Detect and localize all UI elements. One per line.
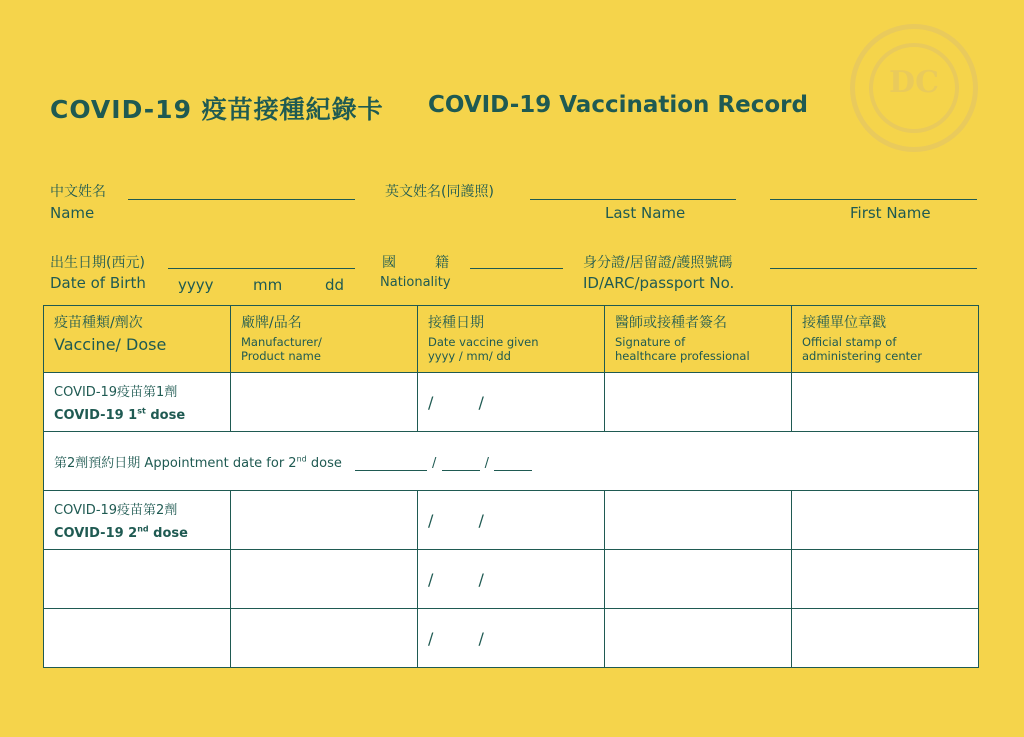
chinese-name-field[interactable]	[128, 199, 355, 200]
last-name-label: Last Name	[605, 204, 686, 222]
appointment-slash-2: /	[484, 455, 489, 471]
first-name-label: First Name	[850, 204, 931, 222]
dose-2-label-cell	[44, 491, 231, 550]
nationality-label-en: Nationality	[380, 275, 451, 290]
dob-field[interactable]	[168, 268, 355, 269]
title-english: COVID-19 Vaccination Record	[428, 92, 808, 118]
table-row-extra-2	[44, 609, 979, 668]
last-name-field[interactable]	[530, 199, 736, 200]
dose-1-zh: COVID-19疫苗第1劑	[54, 385, 178, 401]
dose-1-en: COVID-19 1st dose	[54, 406, 186, 423]
extra-2-signature-cell[interactable]	[605, 609, 792, 668]
dose-2-date-cell[interactable]: / /	[418, 491, 605, 550]
header-stamp	[792, 306, 979, 373]
header-en-2: administering center	[802, 349, 922, 363]
header-zh: 接種單位章戳	[802, 315, 886, 331]
table-header-row	[44, 306, 979, 373]
dob-yyyy: yyyy	[178, 276, 214, 294]
dose-1-date-cell[interactable]: / /	[418, 373, 605, 432]
title-chinese: COVID-19 疫苗接種紀錄卡	[50, 95, 384, 124]
dob-label-zh: 出生日期(西元)	[50, 255, 145, 271]
header-en-2: yyyy / mm/ dd	[428, 349, 511, 363]
header-en-2: healthcare professional	[615, 349, 750, 363]
dob-mm: mm	[253, 276, 283, 294]
table-row-dose-1	[44, 373, 979, 432]
dose-1-stamp-cell[interactable]	[792, 373, 979, 432]
vaccination-table	[43, 305, 979, 668]
nationality-label-zh-1: 國	[382, 255, 396, 271]
extra-1-stamp-cell[interactable]	[792, 550, 979, 609]
dose-2-signature-cell[interactable]	[605, 491, 792, 550]
appointment-cell	[44, 432, 979, 491]
nationality-field[interactable]	[470, 268, 563, 269]
dose-1-label-cell	[44, 373, 231, 432]
table-row-dose-2	[44, 491, 979, 550]
name-label-en: Name	[50, 204, 95, 222]
name-label-zh: 中文姓名	[50, 184, 106, 200]
header-zh: 接種日期	[428, 315, 484, 331]
dose-1-manufacturer-cell[interactable]	[231, 373, 418, 432]
appointment-slash-1: /	[432, 455, 437, 471]
extra-1-signature-cell[interactable]	[605, 550, 792, 609]
dose-2-zh: COVID-19疫苗第2劑	[54, 503, 178, 519]
appointment-label: 第2劑預約日期 Appointment date for 2nd dose	[54, 454, 342, 471]
extra-2-stamp-cell[interactable]	[792, 609, 979, 668]
id-label-zh: 身分證/居留證/護照號碼	[583, 255, 733, 271]
header-vaccine-dose	[44, 306, 231, 373]
table-row-appointment	[44, 432, 979, 491]
header-en-1: Date vaccine given	[428, 335, 539, 349]
extra-1-date-cell[interactable]: / /	[418, 550, 605, 609]
extra-1-vaccine-cell[interactable]	[44, 550, 231, 609]
dob-label-en: Date of Birth	[50, 274, 146, 292]
header-en: Vaccine/ Dose	[54, 335, 167, 354]
extra-2-date-cell[interactable]: / /	[418, 609, 605, 668]
header-zh: 醫師或接種者簽名	[615, 315, 727, 331]
header-date-given	[418, 306, 605, 373]
extra-2-manufacturer-cell[interactable]	[231, 609, 418, 668]
header-en-2: Product name	[241, 349, 321, 363]
extra-2-vaccine-cell[interactable]	[44, 609, 231, 668]
header-zh: 廠牌/品名	[241, 315, 302, 331]
header-manufacturer	[231, 306, 418, 373]
id-label-en: ID/ARC/passport No.	[583, 274, 735, 292]
extra-1-manufacturer-cell[interactable]	[231, 550, 418, 609]
header-signature	[605, 306, 792, 373]
dose-2-stamp-cell[interactable]	[792, 491, 979, 550]
nationality-label-zh-2: 籍	[435, 255, 449, 271]
header-en-1: Official stamp of	[802, 335, 897, 349]
table-row-extra-1	[44, 550, 979, 609]
dose-2-manufacturer-cell[interactable]	[231, 491, 418, 550]
english-name-label: 英文姓名(同護照)	[385, 184, 494, 200]
first-name-field[interactable]	[770, 199, 977, 200]
appointment-year-field[interactable]	[355, 452, 427, 471]
logo-initials: DC	[889, 65, 939, 100]
header-zh: 疫苗種類/劑次	[54, 315, 143, 331]
id-field[interactable]	[770, 268, 977, 269]
appointment-day-field[interactable]	[494, 452, 532, 471]
dob-dd: dd	[325, 276, 345, 294]
dose-1-signature-cell[interactable]	[605, 373, 792, 432]
dose-2-en: COVID-19 2nd dose	[54, 524, 188, 541]
cdc-logo	[850, 24, 978, 152]
appointment-month-field[interactable]	[442, 452, 480, 471]
header-en-1: Signature of	[615, 335, 686, 349]
header-en-1: Manufacturer/	[241, 335, 322, 349]
